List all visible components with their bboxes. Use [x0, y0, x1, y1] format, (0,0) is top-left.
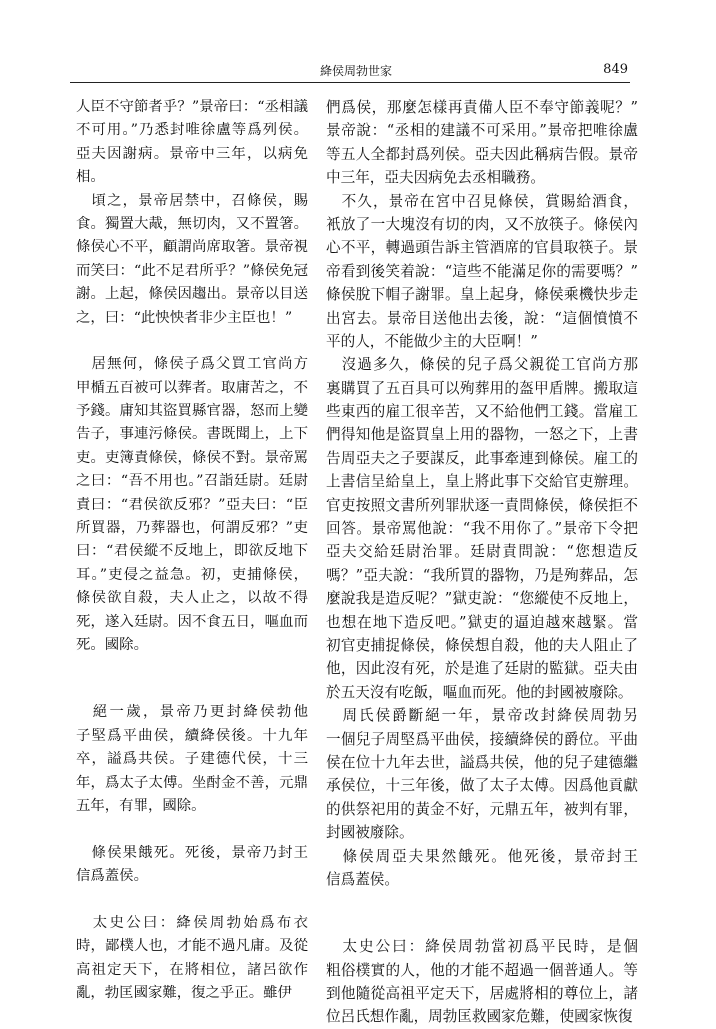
text-line: 帝看到後笑着說：“這些不能滿足你的需要嗎？”	[326, 262, 638, 280]
text-line: 等五人全都封爲列侯。亞夫因此稱病告假。景帝	[326, 145, 638, 163]
text-line: 耳。”吏侵之益急。初，吏捕條侯，	[76, 566, 308, 583]
text-line: 承侯位，十三年後，做了太子太傅。因爲他貢獻	[326, 777, 638, 795]
text-line: 信爲蓋侯。	[76, 868, 148, 885]
classical-text-column	[76, 96, 308, 1005]
paragraph	[76, 701, 308, 818]
text-line: 上書信呈給皇上，皇上將此事下交給官吏辦理。	[326, 473, 638, 491]
paragraph	[76, 96, 308, 190]
text-line: 頃之，景帝居禁中，召條侯，賜	[76, 192, 308, 209]
text-line: 卒，謚爲共侯。子建德代侯，十三	[76, 751, 308, 768]
text-line: 侯在位十九年去世，謚爲共侯，他的兒子建德繼	[326, 753, 638, 771]
text-line: 所買器，乃葬器也，何謂反邪？”吏	[76, 520, 308, 537]
paragraph	[76, 353, 308, 657]
paragraph	[326, 190, 638, 354]
text-line: 亞夫交給廷尉治罪。廷尉責問說：“您想造反	[326, 543, 638, 561]
text-line: 告子，事連污條侯。書既聞上，上下	[76, 426, 308, 443]
header-rule	[70, 82, 630, 83]
text-line: 平的人，不能做少主的大臣啊！”	[326, 332, 538, 350]
paragraph	[326, 935, 638, 1029]
paragraph	[326, 704, 638, 844]
text-line: 時，鄙樸人也，才能不過凡庸。及從	[76, 938, 308, 955]
text-line: 信爲蓋侯。	[326, 870, 399, 888]
paragraph	[76, 190, 308, 330]
text-line: 些東西的雇工很辛苦，又不給他們工錢。當雇工	[326, 403, 638, 421]
text-line: 條侯果餓死。死後，景帝乃封王	[76, 844, 308, 861]
text-line: 回答。景帝罵他說：“我不用你了。”景帝下令把	[326, 520, 638, 538]
text-line: 裏購買了五百具可以殉葬用的盔甲盾牌。搬取這	[326, 379, 638, 397]
text-line: 亞夫因謝病。景帝中三年，以病免	[76, 145, 308, 162]
text-line: 衹放了一大塊沒有切的肉，又不放筷子。條侯內	[326, 215, 638, 233]
text-line: 子堅爲平曲侯，續絳侯後。十九年	[76, 727, 308, 744]
text-line: 食。獨置大胾，無切肉，又不置箸。	[76, 215, 308, 232]
paragraph	[76, 842, 308, 889]
text-line: 甲楯五百被可以葬者。取庸苦之，不	[76, 379, 308, 396]
text-line: 謝。上起，條侯因趨出。景帝以目送	[76, 286, 308, 303]
text-line: 也想在地下造反吧。”獄吏的逼迫越來越緊。當	[326, 613, 638, 631]
text-line: 的供祭祀用的黃金不好，元鼎五年，被判有罪，	[326, 800, 638, 818]
text-line: 太史公曰：絳侯周勃始爲布衣	[76, 914, 308, 931]
text-line: 景帝說：“丞相的建議不可采用。”景帝把唯徐盧	[326, 122, 638, 140]
section-gap	[326, 891, 638, 935]
text-line: 到他隨從高祖平定天下，居處將相的尊位上，諸	[326, 985, 638, 1003]
text-line: 官吏按照文書所列罪狀逐一責問條侯，條侯拒不	[326, 496, 638, 514]
paragraph	[326, 353, 638, 704]
paragraph-gap	[76, 889, 308, 912]
text-line: 嗎？”亞夫說：“我所買的器物，乃是殉葬品，怎	[326, 566, 638, 584]
text-line: 心不平，轉過頭告訴主管酒席的官員取筷子。景	[326, 239, 638, 257]
text-line: 責曰：“君侯欲反邪？”亞夫曰：“臣	[76, 496, 308, 513]
text-line: 周氏侯爵斷絕一年，景帝改封絳侯周勃另	[326, 707, 638, 725]
text-line: 而笑曰：“此不足君所乎？”條侯免冠	[76, 262, 308, 279]
text-line: 條侯周亞夫果然餓死。他死後，景帝封王	[326, 847, 638, 865]
text-line: 曰：“君侯縱不反地上，即欲反地下	[76, 543, 308, 560]
text-line: 告周亞夫之子要謀反，此事牽連到條侯。雇工的	[326, 449, 638, 467]
text-line: 於五天沒有吃飯，嘔血而死。他的封國被廢除。	[326, 683, 633, 701]
text-line: 居無何，條侯子爲父買工官尚方	[76, 356, 308, 373]
text-line: 不久，景帝在宮中召見條侯，賞賜給酒食，	[326, 192, 638, 210]
text-line: 麼說我是造反呢？”獄吏說：“您縱使不反地上，	[326, 590, 638, 608]
text-line: 五年，有罪，國除。	[76, 797, 206, 814]
running-header-title: 絳侯周勃世家	[319, 64, 392, 78]
text-line: 他，因此沒有死，於是進了廷尉的監獄。亞夫由	[326, 660, 638, 678]
paragraph	[76, 912, 308, 1006]
text-line: 死，遂入廷尉。因不食五日，嘔血而	[76, 613, 308, 630]
text-line: 粗俗樸實的人，他的才能不超過一個普通人。等	[326, 961, 638, 979]
section-gap	[76, 657, 308, 701]
paragraph	[326, 96, 638, 190]
text-line: 高祖定天下，在將相位，諸呂欲作	[76, 961, 308, 978]
text-line: 一個兒子周堅爲平曲侯，接續絳侯的爵位。平曲	[326, 730, 638, 748]
text-line: 中三年，亞夫因病免去丞相職務。	[326, 169, 545, 187]
text-line: 條侯心不平，顧謂尚席取箸。景帝視	[76, 239, 308, 256]
text-line: 封國被廢除。	[326, 824, 414, 842]
text-line: 吏。吏簿責條侯，條侯不對。景帝罵	[76, 449, 308, 466]
text-line: 人臣不守節者乎？”景帝曰：“丞相議	[76, 99, 308, 115]
text-line: 條侯脫下帽子謝罪。皇上起身，條侯乘機快步走	[326, 286, 638, 304]
text-line: 年，爲太子太傅。坐酎金不善，元鼎	[76, 774, 308, 791]
text-line: 初官吏捕捉條侯，條侯想自殺，他的夫人阻止了	[326, 636, 638, 654]
text-line: 亂，勃匡國家難，復之乎正。雖伊	[76, 985, 292, 1002]
text-line: 沒過多久，條侯的兒子爲父親從工官尚方那	[326, 356, 638, 374]
text-line: 出宮去。景帝目送他出去後，說：“這個憤憤不	[326, 309, 638, 327]
text-line: 太史公曰：絳侯周勃當初爲平民時，是個	[326, 938, 638, 956]
text-line: 位呂氏想作亂，周勃匡救國家危難，使國家恢復	[326, 1008, 633, 1026]
text-line: 們爲侯，那麼怎樣再責備人臣不奉守節義呢？”	[326, 99, 638, 116]
paragraph-gap	[76, 330, 308, 353]
text-line: 們得知他是盜買皇上用的器物，一怒之下，上書	[326, 426, 638, 444]
page-number: 849	[603, 62, 628, 77]
paragraph	[326, 845, 638, 892]
paragraph-gap	[76, 818, 308, 841]
text-line: 之，曰：“此怏怏者非少主臣也！”	[76, 309, 293, 326]
text-line: 相。	[76, 169, 105, 186]
text-line: 予錢。庸知其盜買縣官器，怒而上變	[76, 403, 308, 420]
text-line: 絕一歲，景帝乃更封絳侯勃他	[76, 704, 308, 721]
text-line: 之曰：“吾不用也。”召詣廷尉。廷尉	[76, 473, 308, 490]
translation-column	[326, 96, 638, 1029]
text-line: 死。國除。	[76, 636, 148, 653]
text-line: 條侯欲自殺，夫人止之，以故不得	[76, 590, 308, 607]
text-line: 不可用。”乃悉封唯徐盧等爲列侯。	[76, 122, 308, 139]
